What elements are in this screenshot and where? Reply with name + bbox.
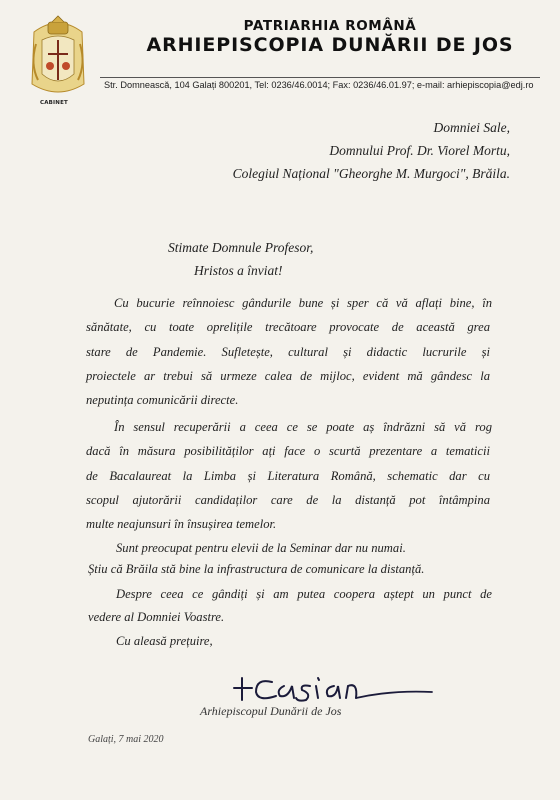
body-line: Cu bucurie reînnoiesc gândurile bune și sper că vă aflați bine, în bbox=[114, 296, 492, 310]
body-line: scopul ajutorării candidaților care de la distanță pot întâmpina bbox=[86, 493, 490, 507]
header-address: Str. Domnească, 104 Galați 800201, Tel: 0236/46.0014; Fax: 0236/46.01.97; e-mail: arhiepiscopia@edj.ro bbox=[104, 80, 534, 90]
cabinet-label: CABINET bbox=[39, 100, 69, 106]
salutation-line-2: Hristos a înviat! bbox=[194, 263, 283, 278]
header-divider bbox=[100, 77, 540, 78]
body-line: proiectele ar trebui să urmeze calea de mijloc, evident mă gândesc la bbox=[86, 369, 490, 383]
body-line: În sensul recuperării a ceea ce se poate aș îndrăzni să vă rog bbox=[114, 420, 492, 434]
body-line: de Bacalaureat la Limba și Literatura Română, schematic dar cu bbox=[86, 469, 490, 483]
signer-title: Arhiepiscopul Dunării de Jos bbox=[200, 704, 342, 718]
letter-date: Galați, 7 mai 2020 bbox=[88, 734, 164, 745]
patriarchate-title: PATRIARHIA ROMÂNĂ bbox=[243, 18, 417, 34]
body-line: neputința comunicării directe. bbox=[86, 393, 239, 407]
body-line: Despre ceea ce gândiți și am putea coopera aștept un punct de bbox=[116, 587, 492, 601]
archdiocese-title: ARHIEPISCOPIA DUNĂRII DE JOS bbox=[146, 34, 514, 56]
body-line: Cu aleasă prețuire, bbox=[116, 634, 213, 648]
recipient-line-1: Domniei Sale, bbox=[433, 120, 510, 135]
body-line: sănătate, cu toate oprelițile trecătoare provocate de această grea bbox=[86, 320, 490, 334]
coat-of-arms-logo bbox=[28, 14, 88, 100]
recipient-line-3: Colegiul Național "Gheorghe M. Murgoci", Brăila. bbox=[232, 166, 510, 181]
body-line: dacă în măsura posibilităților ați face o scurtă prezentare a tematicii bbox=[86, 444, 490, 458]
body-line: vedere al Domniei Voastre. bbox=[88, 610, 225, 624]
body-line: Sunt preocupat pentru elevii de la Seminar dar nu numai. bbox=[116, 541, 406, 555]
body-line: Știu că Brăila stă bine la infrastructura de comunicare la distanță. bbox=[88, 562, 425, 576]
handwritten-signature bbox=[232, 664, 442, 706]
recipient-line-2: Domnului Prof. Dr. Viorel Mortu, bbox=[329, 143, 510, 158]
salutation-line-1: Stimate Domnule Profesor, bbox=[168, 240, 314, 255]
body-line: multe neajunsuri în însușirea temelor. bbox=[86, 517, 277, 531]
body-line: stare de Pandemie. Sufletește, cultural și didactic lucrurile și bbox=[86, 345, 490, 359]
